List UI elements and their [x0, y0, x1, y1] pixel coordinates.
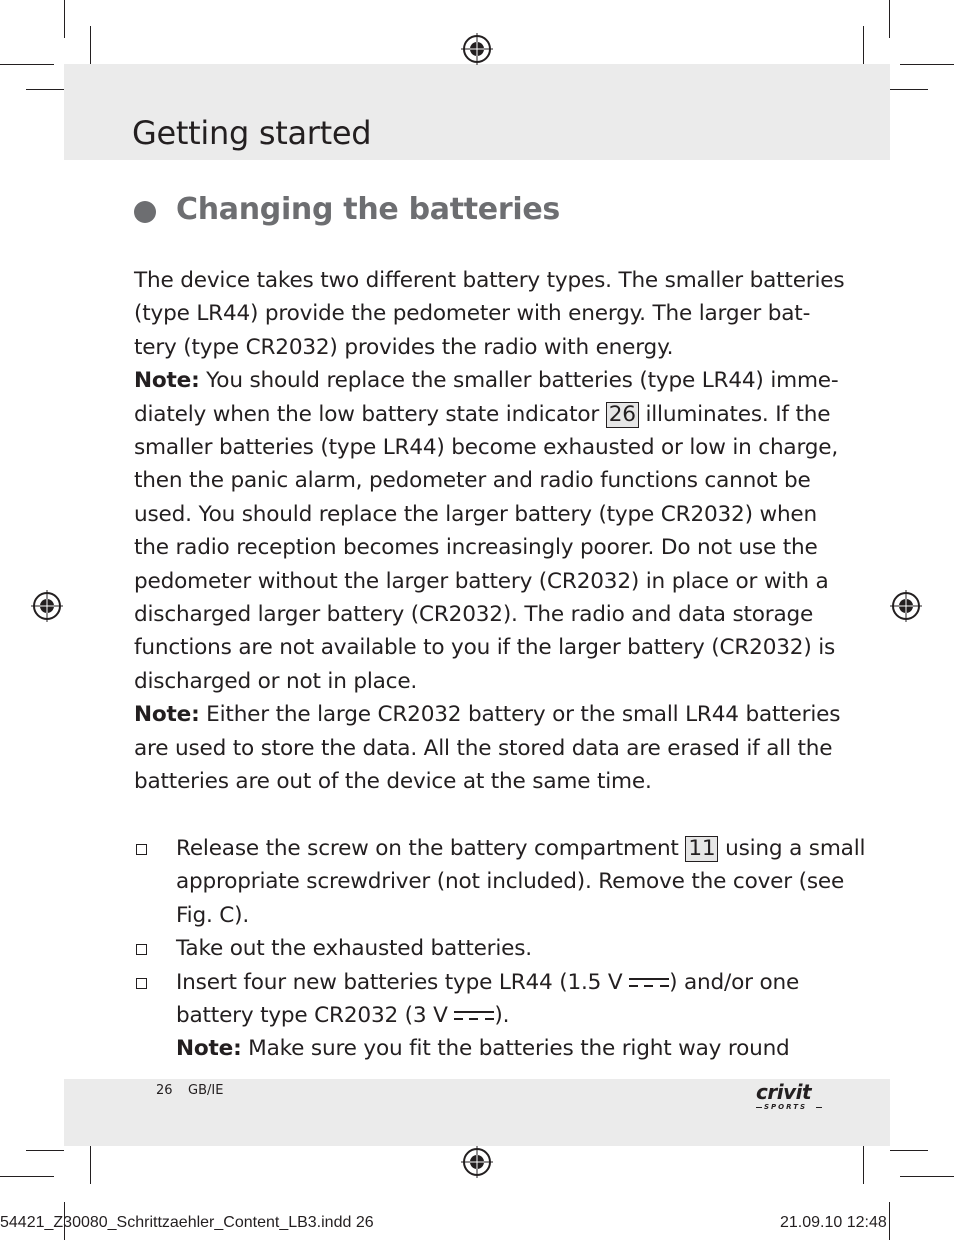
language-code: GB/IE	[188, 1083, 224, 1098]
paragraph-line: (type LR44) provide the pedometer with energy. The larger bat-	[134, 301, 811, 327]
crivit-logo	[756, 1082, 822, 1118]
step-text: battery type CR2032 (3 V	[176, 1003, 455, 1029]
note-label: Note:	[134, 368, 200, 394]
checkbox-bullet-icon	[136, 944, 147, 955]
paragraph-line: used. You should replace the larger battery (type CR2032) when	[134, 501, 818, 527]
checkbox-bullet-icon	[136, 844, 147, 855]
step-line: Fig. C).	[176, 902, 250, 928]
reference-number: 11	[685, 836, 718, 862]
paragraph-line: discharged larger battery (CR2032). The radio and data storage	[134, 602, 814, 628]
checkbox-bullet-icon	[136, 978, 147, 989]
paragraph-line: then the panic alarm, pedometer and radio functions cannot be	[134, 468, 811, 494]
step-note-line	[176, 1032, 834, 1065]
paragraph-line: functions are not available to you if the larger battery (CR2032) is	[134, 635, 836, 661]
note-label: Note:	[134, 702, 200, 728]
list-item	[134, 832, 866, 932]
step-line: appropriate screwdriver (not included). Remove the cover (see	[176, 869, 845, 895]
body-text	[134, 264, 845, 799]
step-line	[176, 999, 834, 1032]
print-slug-datetime: 21.09.10 12:48	[780, 1214, 887, 1231]
paragraph-line: batteries are out of the device at the same time.	[134, 769, 652, 795]
section-bullet-icon	[134, 201, 156, 223]
step-text: Release the screw on the battery compartment	[176, 836, 686, 861]
note-text: illuminates. If the	[638, 401, 831, 427]
paragraph-line: discharged or not in place.	[134, 668, 418, 694]
page-title: Getting started	[132, 114, 372, 152]
note-line	[134, 364, 839, 397]
step-line	[176, 832, 866, 865]
note-line	[134, 398, 831, 431]
step-text: ).	[494, 1003, 510, 1029]
dc-voltage-icon	[454, 1008, 494, 1024]
paragraph-line: The device takes two different battery types. The smaller batteries	[134, 268, 845, 293]
step-line: Take out the exhausted batteries.	[176, 936, 532, 962]
step-text: Insert four new batteries type LR44 (1.5 V	[176, 969, 630, 995]
reference-number: 26	[606, 402, 639, 428]
step-text: using a small	[718, 836, 866, 861]
registration-mark-icon	[890, 590, 922, 622]
step-list	[134, 832, 866, 1066]
note-text: Make sure you fit the batteries the right way round	[241, 1036, 790, 1062]
note-text: diately when the low battery state indicator	[134, 401, 606, 427]
registration-mark-icon	[31, 590, 63, 622]
paragraph-line: smaller batteries (type LR44) become exhausted or low in charge,	[134, 435, 839, 461]
paragraph-line: the radio reception becomes increasingly poorer. Do not use the	[134, 535, 818, 561]
registration-mark-icon	[461, 1146, 493, 1178]
list-item	[134, 966, 834, 1066]
brand-name: crivit	[756, 1080, 812, 1104]
brand-subline: SPORTS	[756, 1102, 822, 1112]
registration-mark-icon	[461, 33, 493, 65]
paragraph-line: are used to store the data. All the stored data are erased if all the	[134, 735, 833, 761]
paragraph-line: pedometer without the larger battery (CR2032) in place or with a	[134, 568, 829, 594]
section-title: Changing the batteries	[176, 192, 560, 227]
note-text: Either the large CR2032 battery or the small LR44 batteries	[199, 702, 841, 728]
print-slug-file: 54421_Z30080_Schrittzaehler_Content_LB3.indd 26	[0, 1214, 374, 1231]
page-number: 26	[156, 1083, 173, 1098]
dc-voltage-icon	[629, 975, 669, 991]
paragraph-line: tery (type CR2032) provides the radio with energy.	[134, 334, 674, 360]
note-label: Note:	[176, 1036, 242, 1062]
list-item	[134, 932, 834, 965]
step-line	[176, 966, 834, 999]
step-text: ) and/or one	[669, 969, 800, 995]
note-text: You should replace the smaller batteries (type LR44) imme-	[199, 368, 839, 394]
note-line	[134, 698, 841, 731]
